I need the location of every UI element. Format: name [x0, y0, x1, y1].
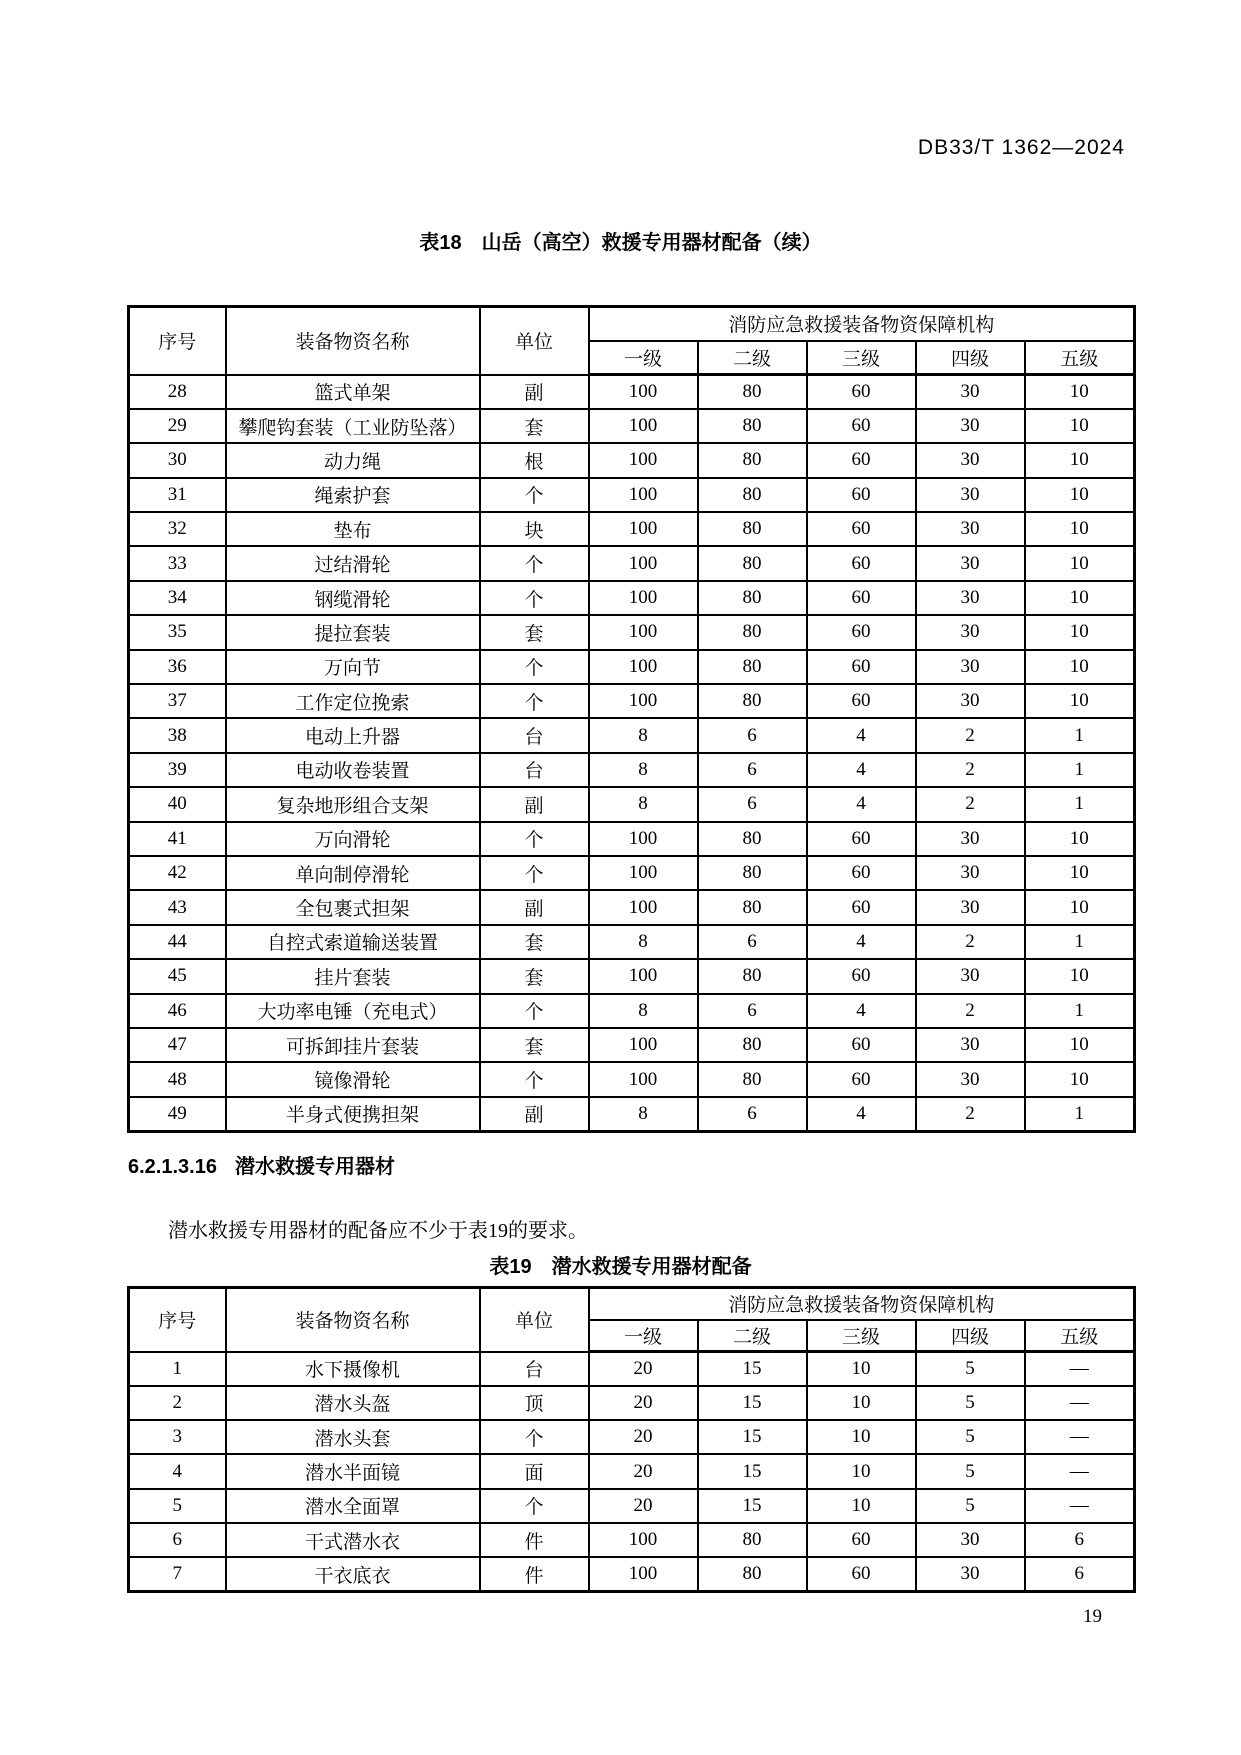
table-cell: 30 [916, 443, 1025, 477]
table-cell: 30 [916, 1028, 1025, 1062]
table-cell: 2 [916, 925, 1025, 959]
table-cell: 自控式索道输送装置 [226, 925, 480, 959]
table-cell: 60 [807, 1062, 916, 1096]
table-cell: 潜水全面罩 [226, 1489, 480, 1523]
table-cell: 60 [807, 856, 916, 890]
table-cell: 60 [807, 581, 916, 615]
table-cell: 100 [589, 409, 698, 443]
table-cell: 80 [698, 546, 807, 580]
table18-header [129, 307, 1135, 375]
section-number: 6.2.1.3.16 [128, 1156, 217, 1178]
table-cell: 套 [480, 409, 589, 443]
table-cell: 动力绳 [226, 443, 480, 477]
table-cell: 100 [589, 478, 698, 512]
table-cell: 水下摄像机 [226, 1352, 480, 1386]
table-cell: — [1025, 1352, 1135, 1386]
table-cell: 80 [698, 959, 807, 993]
page-number: 19 [1083, 1606, 1102, 1627]
table-cell: 6 [698, 753, 807, 787]
table19-caption: 表19 潜水救援专用器材配备 [489, 1256, 752, 1278]
table-cell: 潜水头盔 [226, 1386, 480, 1420]
table-row [129, 1523, 1135, 1557]
table-cell: 5 [916, 1386, 1025, 1420]
table-cell: 40 [129, 787, 226, 821]
table-cell: 100 [589, 1557, 698, 1591]
table-row [129, 1062, 1135, 1096]
table-cell: 49 [129, 1097, 226, 1131]
table-cell: 37 [129, 684, 226, 718]
table-cell: 2 [916, 994, 1025, 1028]
table-cell: 30 [916, 890, 1025, 924]
table-cell: 5 [916, 1352, 1025, 1386]
table-row [129, 822, 1135, 856]
table-cell: 可拆卸挂片套装 [226, 1028, 480, 1062]
col-header-grade-1: 一级 [589, 341, 698, 375]
table-cell: 副 [480, 787, 589, 821]
col-header-unit: 单位 [480, 1288, 589, 1352]
table-cell: 个 [480, 650, 589, 684]
col-header-grade-1: 一级 [589, 1320, 698, 1352]
table-cell: 全包裹式担架 [226, 890, 480, 924]
table-cell: 20 [589, 1386, 698, 1420]
table-cell: 100 [589, 375, 698, 409]
table-cell: 2 [916, 718, 1025, 752]
table-cell: 4 [807, 1097, 916, 1131]
table-row [129, 615, 1135, 649]
table-cell: 副 [480, 1097, 589, 1131]
table-row [129, 1097, 1135, 1131]
table-cell: 80 [698, 1523, 807, 1557]
table-row [129, 1420, 1135, 1454]
table-cell: 60 [807, 546, 916, 580]
table-cell: 个 [480, 1489, 589, 1523]
table-cell: 10 [1025, 546, 1135, 580]
table-cell: 台 [480, 718, 589, 752]
table-cell: 30 [916, 1062, 1025, 1096]
table-cell: 万向节 [226, 650, 480, 684]
table-cell: 10 [1025, 856, 1135, 890]
col-header-grade-5: 五级 [1025, 1320, 1135, 1352]
table-cell: 10 [1025, 581, 1135, 615]
table-cell: 15 [698, 1420, 807, 1454]
table-cell: 30 [916, 822, 1025, 856]
table-cell: 5 [916, 1489, 1025, 1523]
table-cell: 39 [129, 753, 226, 787]
table-cell: 垫布 [226, 512, 480, 546]
table-row [129, 409, 1135, 443]
table-cell: 10 [1025, 443, 1135, 477]
table-cell: 副 [480, 375, 589, 409]
table-cell: 20 [589, 1489, 698, 1523]
table-cell: 100 [589, 1523, 698, 1557]
table-cell: 100 [589, 684, 698, 718]
table-cell: 28 [129, 375, 226, 409]
table-cell: 个 [480, 1062, 589, 1096]
table-cell: 80 [698, 890, 807, 924]
table-cell: 2 [916, 753, 1025, 787]
table-cell: 挂片套装 [226, 959, 480, 993]
table-cell: 46 [129, 994, 226, 1028]
table-cell: 100 [589, 890, 698, 924]
table-cell: 60 [807, 409, 916, 443]
table-cell: 30 [916, 684, 1025, 718]
table-cell: 潜水半面镜 [226, 1454, 480, 1488]
table-row [129, 925, 1135, 959]
table-cell: 36 [129, 650, 226, 684]
table-cell: 10 [1025, 478, 1135, 512]
table-cell: 80 [698, 512, 807, 546]
table18-caption: 表18 山岳（高空）救援专用器材配备（续） [419, 232, 822, 254]
table-cell: 块 [480, 512, 589, 546]
table-cell: 80 [698, 478, 807, 512]
table-cell: 1 [1025, 925, 1135, 959]
table-cell: 顶 [480, 1386, 589, 1420]
table-cell: 4 [807, 787, 916, 821]
table-cell: 15 [698, 1386, 807, 1420]
col-header-grade-3: 三级 [807, 1320, 916, 1352]
col-header-grade-3: 三级 [807, 341, 916, 375]
table-cell: 过结滑轮 [226, 546, 480, 580]
table-cell: 20 [589, 1454, 698, 1488]
table-cell: 半身式便携担架 [226, 1097, 480, 1131]
table-row [129, 375, 1135, 409]
col-header-seq: 序号 [129, 307, 226, 375]
table-cell: 6 [698, 718, 807, 752]
table-cell: 100 [589, 512, 698, 546]
table-cell: 30 [916, 1557, 1025, 1591]
table-cell: 60 [807, 1557, 916, 1591]
table-cell: 10 [807, 1386, 916, 1420]
table-cell: 35 [129, 615, 226, 649]
table-cell: 篮式单架 [226, 375, 480, 409]
table-cell: 干式潜水衣 [226, 1523, 480, 1557]
table-cell: 80 [698, 409, 807, 443]
table-cell: 潜水头套 [226, 1420, 480, 1454]
table-cell: 10 [1025, 409, 1135, 443]
table-cell: 万向滑轮 [226, 822, 480, 856]
table-cell: — [1025, 1454, 1135, 1488]
table-cell: 10 [1025, 512, 1135, 546]
table-cell: 47 [129, 1028, 226, 1062]
table-cell: 10 [1025, 1028, 1135, 1062]
table-cell: 30 [916, 959, 1025, 993]
table-cell: 60 [807, 684, 916, 718]
table-cell: 48 [129, 1062, 226, 1096]
table-cell: 10 [807, 1454, 916, 1488]
table-cell: 10 [1025, 1062, 1135, 1096]
col-header-grade-5: 五级 [1025, 341, 1135, 375]
table-cell: 8 [589, 718, 698, 752]
table-row [129, 1557, 1135, 1591]
table-row [129, 650, 1135, 684]
table-cell: 个 [480, 546, 589, 580]
table-cell: 1 [1025, 1097, 1135, 1131]
table-cell: 100 [589, 1028, 698, 1062]
table-cell: 根 [480, 443, 589, 477]
table-cell: 30 [916, 650, 1025, 684]
table-cell: 个 [480, 684, 589, 718]
table-row [129, 512, 1135, 546]
table-cell: 15 [698, 1489, 807, 1523]
table-cell: 30 [129, 443, 226, 477]
table-cell: 60 [807, 959, 916, 993]
table-cell: 60 [807, 478, 916, 512]
table-cell: 个 [480, 581, 589, 615]
table-cell: 80 [698, 1062, 807, 1096]
table-cell: 套 [480, 925, 589, 959]
table-cell: 100 [589, 581, 698, 615]
table-cell: 100 [589, 615, 698, 649]
table-cell: 2 [916, 1097, 1025, 1131]
table-cell: 个 [480, 856, 589, 890]
table-cell: 60 [807, 822, 916, 856]
table-cell: 80 [698, 443, 807, 477]
table-row [129, 1454, 1135, 1488]
table-cell: 31 [129, 478, 226, 512]
table-cell: 个 [480, 478, 589, 512]
table-cell: 套 [480, 615, 589, 649]
table-cell: 42 [129, 856, 226, 890]
col-header-group: 消防应急救援装备物资保障机构 [589, 1288, 1135, 1320]
table-cell: 套 [480, 1028, 589, 1062]
table-row [129, 443, 1135, 477]
table-row [129, 994, 1135, 1028]
table-cell: 6 [698, 1097, 807, 1131]
table-row [129, 959, 1135, 993]
table-cell: 80 [698, 1557, 807, 1591]
table-cell: 43 [129, 890, 226, 924]
table-cell: 电动上升器 [226, 718, 480, 752]
table-cell: 1 [1025, 718, 1135, 752]
table-cell: 80 [698, 581, 807, 615]
table-cell: 60 [807, 650, 916, 684]
table-cell: 80 [698, 1028, 807, 1062]
table-cell: 15 [698, 1454, 807, 1488]
table-cell: 38 [129, 718, 226, 752]
table-cell: 4 [807, 925, 916, 959]
table-cell: 4 [807, 718, 916, 752]
table-cell: — [1025, 1489, 1135, 1523]
table-cell: 单向制停滑轮 [226, 856, 480, 890]
table-cell: 面 [480, 1454, 589, 1488]
table-row [129, 1352, 1135, 1386]
table-cell: 6 [698, 787, 807, 821]
table-cell: 8 [589, 1097, 698, 1131]
table-row [129, 684, 1135, 718]
table-cell: 60 [807, 890, 916, 924]
table-cell: 30 [916, 375, 1025, 409]
table-cell: 33 [129, 546, 226, 580]
section-heading [128, 1150, 395, 1179]
table-row [129, 1386, 1135, 1420]
table-cell: 80 [698, 650, 807, 684]
table-cell: 80 [698, 375, 807, 409]
col-header-grade-4: 四级 [916, 341, 1025, 375]
table-cell: 6 [1025, 1557, 1135, 1591]
table-cell: 个 [480, 822, 589, 856]
table-row [129, 890, 1135, 924]
table-cell: 30 [916, 512, 1025, 546]
table-cell: 30 [916, 546, 1025, 580]
table-cell: 1 [1025, 994, 1135, 1028]
document-code: DB33/T 1362—2024 [917, 136, 1125, 159]
table-cell: 4 [807, 753, 916, 787]
table-header-row [129, 1288, 1135, 1320]
table-cell: 15 [698, 1352, 807, 1386]
table-cell: 10 [807, 1489, 916, 1523]
table-cell: 80 [698, 684, 807, 718]
table-cell: 3 [129, 1420, 226, 1454]
table-cell: 30 [916, 409, 1025, 443]
table19 [127, 1286, 1136, 1593]
table-cell: — [1025, 1386, 1135, 1420]
table18-body [129, 375, 1135, 1132]
table-cell: 8 [589, 925, 698, 959]
table-cell: 台 [480, 1352, 589, 1386]
table-row [129, 787, 1135, 821]
table-cell: 套 [480, 959, 589, 993]
table-cell: 60 [807, 512, 916, 546]
table-cell: 复杂地形组合支架 [226, 787, 480, 821]
table-cell: 7 [129, 1557, 226, 1591]
table-cell: 6 [129, 1523, 226, 1557]
col-header-grade-2: 二级 [698, 341, 807, 375]
table-cell: 80 [698, 822, 807, 856]
table-cell: 34 [129, 581, 226, 615]
table-cell: 8 [589, 994, 698, 1028]
table-row [129, 1028, 1135, 1062]
table-cell: 45 [129, 959, 226, 993]
table-cell: — [1025, 1420, 1135, 1454]
table-cell: 5 [129, 1489, 226, 1523]
col-header-name: 装备物资名称 [226, 307, 480, 375]
table-cell: 镜像滑轮 [226, 1062, 480, 1096]
table-cell: 8 [589, 753, 698, 787]
section-title: 潜水救援专用器材 [234, 1156, 395, 1178]
table-cell: 80 [698, 615, 807, 649]
table-cell: 60 [807, 1523, 916, 1557]
table-cell: 30 [916, 581, 1025, 615]
col-header-name: 装备物资名称 [226, 1288, 480, 1352]
table-cell: 1 [1025, 787, 1135, 821]
table-cell: 10 [1025, 822, 1135, 856]
table-cell: 60 [807, 615, 916, 649]
table-cell: 2 [129, 1386, 226, 1420]
table-cell: 10 [1025, 615, 1135, 649]
table-cell: 个 [480, 994, 589, 1028]
table-row [129, 856, 1135, 890]
table-cell: 干衣底衣 [226, 1557, 480, 1591]
col-header-group: 消防应急救援装备物资保障机构 [589, 307, 1135, 341]
table-cell: 2 [916, 787, 1025, 821]
table-cell: 100 [589, 959, 698, 993]
col-header-grade-4: 四级 [916, 1320, 1025, 1352]
table-cell: 1 [129, 1352, 226, 1386]
table-row [129, 753, 1135, 787]
table-cell: 30 [916, 1523, 1025, 1557]
table-cell: 10 [1025, 959, 1135, 993]
table-cell: 44 [129, 925, 226, 959]
table-cell: 8 [589, 787, 698, 821]
table-cell: 29 [129, 409, 226, 443]
table-row [129, 1489, 1135, 1523]
table19-body [129, 1352, 1135, 1592]
table-cell: 1 [1025, 753, 1135, 787]
table-cell: 钢缆滑轮 [226, 581, 480, 615]
table-cell: 4 [807, 994, 916, 1028]
table-cell: 10 [1025, 650, 1135, 684]
table-cell: 10 [1025, 684, 1135, 718]
table-cell: 副 [480, 890, 589, 924]
table-cell: 20 [589, 1352, 698, 1386]
col-header-seq: 序号 [129, 1288, 226, 1352]
table-cell: 30 [916, 615, 1025, 649]
table-cell: 5 [916, 1420, 1025, 1454]
table-cell: 电动收卷装置 [226, 753, 480, 787]
table-cell: 80 [698, 856, 807, 890]
table-cell: 5 [916, 1454, 1025, 1488]
col-header-unit: 单位 [480, 307, 589, 375]
table-header-row [129, 307, 1135, 341]
table-cell: 台 [480, 753, 589, 787]
table18 [127, 305, 1136, 1133]
section-paragraph: 潜水救援专用器材的配备应不少于表19的要求。 [168, 1220, 588, 1242]
table-row [129, 718, 1135, 752]
table-cell: 100 [589, 650, 698, 684]
table-cell: 攀爬钩套装（工业防坠落） [226, 409, 480, 443]
table-row [129, 581, 1135, 615]
table-cell: 工作定位挽索 [226, 684, 480, 718]
table-cell: 6 [698, 925, 807, 959]
table-cell: 30 [916, 856, 1025, 890]
table-cell: 30 [916, 478, 1025, 512]
table-cell: 个 [480, 1420, 589, 1454]
table-cell: 10 [807, 1420, 916, 1454]
table-cell: 6 [1025, 1523, 1135, 1557]
table-cell: 4 [129, 1454, 226, 1488]
table-cell: 100 [589, 822, 698, 856]
table19-header [129, 1288, 1135, 1352]
table-cell: 100 [589, 856, 698, 890]
table-cell: 10 [807, 1352, 916, 1386]
table-cell: 提拉套装 [226, 615, 480, 649]
table-cell: 件 [480, 1557, 589, 1591]
col-header-grade-2: 二级 [698, 1320, 807, 1352]
table-row [129, 478, 1135, 512]
table-row [129, 546, 1135, 580]
table-cell: 100 [589, 443, 698, 477]
table-cell: 6 [698, 994, 807, 1028]
table-cell: 大功率电锤（充电式） [226, 994, 480, 1028]
table-cell: 绳索护套 [226, 478, 480, 512]
table-cell: 10 [1025, 890, 1135, 924]
table-cell: 100 [589, 1062, 698, 1096]
table-cell: 41 [129, 822, 226, 856]
table-cell: 件 [480, 1523, 589, 1557]
table-cell: 60 [807, 1028, 916, 1062]
table-cell: 32 [129, 512, 226, 546]
table-cell: 10 [1025, 375, 1135, 409]
table-cell: 20 [589, 1420, 698, 1454]
table-cell: 60 [807, 443, 916, 477]
table-cell: 60 [807, 375, 916, 409]
table-cell: 100 [589, 546, 698, 580]
